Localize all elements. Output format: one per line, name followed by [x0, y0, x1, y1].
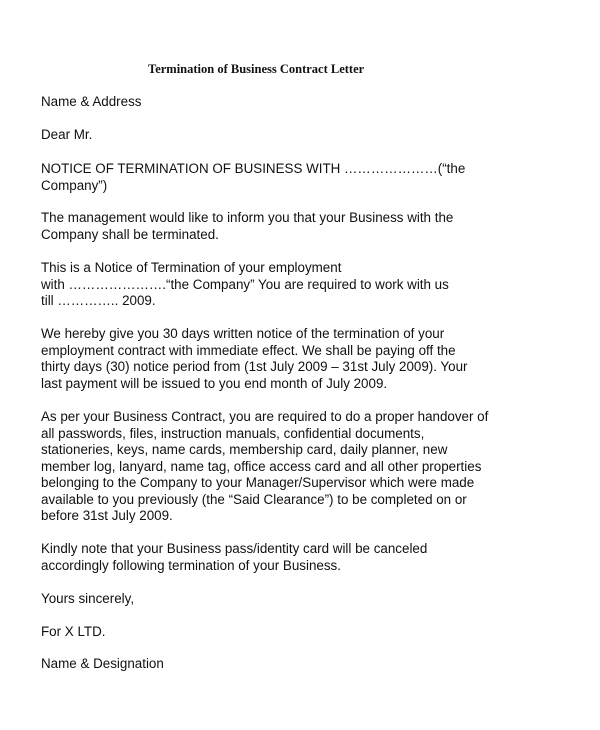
paragraph-pass-line-2: accordingly following termination of your Business.	[41, 557, 341, 573]
paragraph-notice	[41, 260, 449, 310]
paragraph-notice-line-2: with ………………….“the Company” You are required to work with us	[41, 276, 449, 292]
paragraph-handover	[41, 409, 488, 525]
paragraph-days-line-2: employment contract with immediate effect. We shall be paying off the	[41, 342, 456, 358]
company	[41, 624, 105, 641]
letter-title: Termination of Business Contract Letter	[148, 62, 365, 76]
paragraph-handover-line-6: available to you previously (the “Said Clearance”) to be completed on or	[41, 491, 467, 507]
signature	[41, 656, 164, 673]
notice-heading	[41, 161, 465, 194]
paragraph-handover-line-3: stationeries, keys, name cards, membership card, daily planner, new	[41, 442, 448, 457]
closing	[41, 591, 134, 608]
paragraph-handover-line-7: before 31st July 2009.	[41, 508, 173, 523]
paragraph-handover-line-4: member log, lanyard, name tag, office access card and all other properties	[41, 458, 482, 474]
paragraph-handover-line-5: belonging to the Company to your Manager/Supervisor which were made	[41, 475, 475, 490]
salutation	[41, 127, 92, 144]
notice-heading-line-2: Company”)	[41, 177, 108, 193]
paragraph-management-line-2: Company shall be terminated.	[41, 226, 219, 242]
paragraph-days-line-4: last payment will be issued to you end month of July 2009.	[41, 375, 388, 391]
paragraph-management	[41, 210, 453, 243]
closing-text: Yours sincerely,	[41, 591, 135, 606]
paragraph-days-line-3: thirty days (30) notice period from (1st July 2009 – 31st July 2009). Your	[41, 359, 468, 374]
paragraph-pass	[41, 541, 427, 574]
company-text: For X LTD.	[41, 624, 106, 639]
paragraph-handover-line-1: As per your Business Contract, you are required to do a proper handover of	[41, 409, 489, 424]
salutation-text: Dear Mr.	[41, 127, 93, 142]
name-address-text: Name & Address	[41, 94, 142, 109]
paragraph-handover-line-2: all passwords, files, instruction manuals, confidential documents,	[41, 425, 425, 441]
paragraph-notice-line-1: This is a Notice of Termination of your employment	[41, 260, 342, 275]
paragraph-days-line-1: We hereby give you 30 days written notice of the termination of your	[41, 326, 445, 341]
notice-heading-line-1: NOTICE OF TERMINATION OF BUSINESS WITH …………………(“the	[41, 161, 466, 176]
paragraph-pass-line-1: Kindly note that your Business pass/identity card will be canceled	[41, 541, 428, 556]
paragraph-notice-line-3: till ………….. 2009.	[41, 293, 156, 308]
name-address	[41, 94, 141, 111]
signature-text: Name & Designation	[41, 656, 164, 671]
paragraph-management-line-1: The management would like to inform you that your Business with the	[41, 210, 454, 225]
paragraph-days	[41, 326, 468, 392]
